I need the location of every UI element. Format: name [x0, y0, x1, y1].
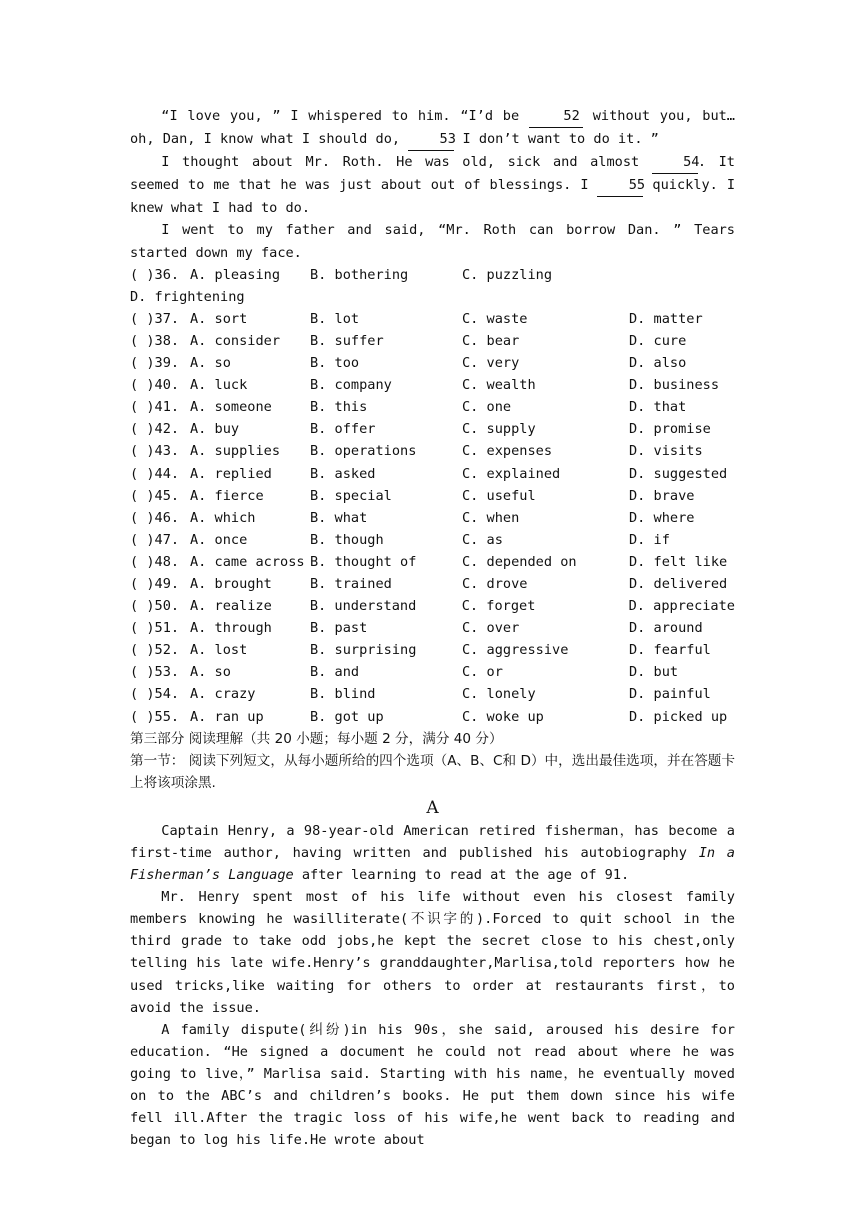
question-number: ( )43.: [130, 443, 180, 460]
question-row: [130, 352, 735, 374]
option-b: B. understand: [309, 598, 417, 615]
paragraph-text: after learning to read at the age of 91.: [293, 867, 630, 884]
question-number: ( )50.: [130, 598, 180, 615]
option-c: C. supply: [462, 421, 536, 438]
question-number: ( )36.: [130, 266, 180, 283]
paragraph-text: . It seemed to me that he was just about out of blessings. I: [130, 154, 735, 194]
option-b: B. though: [310, 531, 384, 548]
passage-label: A: [426, 797, 439, 818]
option-a: A. buy: [190, 421, 240, 438]
question-number: ( )41.: [130, 399, 180, 416]
option-a: A. so: [190, 355, 231, 372]
option-c: C. useful: [462, 487, 536, 504]
option-d: D. around: [629, 620, 703, 637]
question-row: [130, 485, 735, 507]
option-a: A. realize: [189, 598, 272, 615]
paragraph-text: “I love you, ” I whispered to him. “I’d be: [161, 108, 529, 124]
option-a: A. which: [190, 509, 256, 526]
option-b: B. this: [310, 399, 368, 416]
option-c: C. depended on: [462, 553, 577, 570]
option-a: A. supplies: [190, 443, 281, 460]
option-b: B. too: [310, 355, 360, 372]
option-a: A. brought: [190, 575, 272, 592]
question-number: ( )53.: [130, 664, 180, 681]
blank-53: 53: [408, 128, 454, 151]
option-d: D. business: [629, 377, 720, 394]
option-a: A. lost: [190, 642, 248, 659]
option-c: C. expenses: [462, 443, 553, 460]
question-row: [130, 396, 735, 418]
option-b: B. asked: [310, 465, 376, 482]
paragraph-text: Captain Henry, a 98-year-old American retired fisherman，has become a first-time author, having written and published his autobiography: [130, 822, 735, 861]
question-row: [130, 639, 735, 661]
question-row: [130, 551, 735, 573]
paragraph-text: I don’t want to do it. ”: [454, 131, 659, 148]
option-c: C. wealth: [462, 377, 536, 394]
option-b: B. offer: [310, 421, 376, 438]
option-c: C. explained: [462, 465, 561, 482]
option-c: C. forget: [461, 598, 536, 615]
option-c: C. waste: [462, 310, 528, 327]
passage-paragraph: Mr. Henry spent most of his life without even his closest family members knowing he wasilliterate(不识字的).Forced to quit school in the third grade to take odd jobs,he kept the secret close to his chest,only telling his late wife.Henry’s granddaughter,Marlisa,told reporters how he used tricks,like waiting for others to order at restaurants first，to avoid the issue.: [130, 889, 735, 1016]
option-d: D. brave: [629, 487, 695, 504]
option-d: D. visits: [629, 443, 703, 460]
paragraph-text: quickly. I knew what I had to do.: [130, 177, 736, 217]
question-row: [130, 573, 735, 595]
option-d: D. that: [629, 399, 687, 416]
option-d: D. where: [629, 509, 695, 526]
option-a: A. replied: [190, 465, 272, 482]
option-c: C. very: [462, 355, 520, 372]
option-b: B. thought of: [310, 553, 417, 570]
question-number: ( )47.: [130, 531, 180, 548]
paragraph-text: I thought about Mr. Roth. He was old, sick and almost: [161, 154, 652, 171]
option-a: A. sort: [190, 310, 248, 327]
option-b: B. trained: [310, 575, 392, 592]
question-number: ( )40.: [130, 377, 180, 394]
option-d: D. suggested: [629, 465, 728, 482]
option-d: D. fearful: [629, 642, 711, 659]
option-a: A. fierce: [190, 487, 264, 504]
option-b: B. bothering: [310, 266, 409, 283]
question-row: [130, 529, 735, 551]
option-a: A. once: [190, 531, 248, 548]
question-row: [130, 463, 735, 485]
question-number: ( )52.: [130, 642, 180, 659]
option-a: A. consider: [190, 332, 281, 349]
question-row: [130, 617, 735, 639]
option-c: C. lonely: [462, 686, 536, 703]
passage-paragraph: [130, 820, 735, 886]
question-number: ( )45.: [130, 487, 180, 504]
question-number: ( )42.: [130, 421, 180, 438]
option-a: A. came across: [190, 553, 305, 570]
blank-55: 55: [597, 174, 643, 197]
option-a: A. ran up: [190, 708, 264, 725]
option-c: C. when: [462, 509, 520, 526]
option-b: B. company: [310, 377, 392, 394]
question-row: [130, 264, 735, 286]
section-title: 第三部分 阅读理解（共 20 小题；每小题 2 分，满分 40 分）: [130, 730, 503, 747]
option-b: B. suffer: [310, 332, 384, 349]
question-list: [130, 308, 735, 728]
question-number: ( )46.: [130, 509, 180, 526]
document-page: [130, 105, 735, 1151]
option-a: A. someone: [190, 399, 272, 416]
option-c: C. or: [462, 664, 503, 681]
option-a: A. luck: [190, 377, 248, 394]
option-c: C. one: [462, 399, 512, 416]
question-row: [130, 418, 735, 440]
option-d: D. also: [629, 355, 687, 372]
option-c: C. aggressive: [462, 642, 569, 659]
option-b: B. surprising: [310, 642, 417, 659]
question-row: [130, 683, 735, 705]
question-number: ( )49.: [130, 575, 180, 592]
paragraph-text: without you, but…oh, Dan, I know what I should do,: [130, 108, 735, 148]
option-d: D. appreciate: [628, 598, 735, 615]
passage-paragraph: I went to my father and said, “Mr. Roth can borrow Dan. ” Tears started down my face.: [130, 222, 735, 261]
option-b: B. blind: [310, 686, 376, 703]
question-number: ( )54.: [130, 686, 180, 703]
passage-paragraph: A family dispute(纠纷)in his 90s，she said, aroused his desire for education. “He signed a document he could not read about where he was going to live，” Marlisa said. Starting with his name，he eventually moved on to the ABC’s and children’s books. He put them down since his wife fell ill.After the tragic loss of his wife,he went back to reading and began to log his life.He wrote about: [130, 1021, 735, 1149]
question-row: [130, 507, 735, 529]
question-number: ( )44.: [130, 465, 180, 482]
option-a: A. through: [190, 620, 272, 637]
question-row: [130, 595, 735, 617]
question-row: [130, 440, 735, 462]
question-row: [130, 706, 735, 728]
question-row: [130, 330, 735, 352]
question-row-continued: [130, 286, 735, 308]
question-number: ( )39.: [130, 355, 180, 372]
option-d: D. cure: [629, 332, 687, 349]
question-row: [130, 374, 735, 396]
question-number: ( )37.: [130, 310, 180, 327]
option-b: B. what: [310, 509, 368, 526]
option-c: C. bear: [462, 332, 520, 349]
option-d: D. painful: [629, 686, 711, 703]
option-d: D. promise: [629, 421, 711, 438]
question-row: [130, 308, 735, 330]
option-d: D. delivered: [629, 575, 728, 592]
option-d: D. felt like: [629, 553, 728, 570]
option-d: D. frightening: [130, 288, 245, 305]
option-d: D. matter: [629, 310, 703, 327]
question-number: ( )38.: [130, 332, 180, 349]
passage-paragraph: [130, 151, 735, 219]
question-number: ( )51.: [130, 620, 180, 637]
option-c: C. drove: [462, 575, 528, 592]
question-number: ( )55.: [130, 708, 180, 725]
option-b: B. special: [310, 487, 392, 504]
blank-54: 54: [652, 151, 698, 174]
option-d: D. picked up: [629, 708, 728, 725]
option-b: B. lot: [310, 310, 360, 327]
option-b: B. got up: [310, 708, 384, 725]
option-c: C. puzzling: [462, 266, 553, 283]
option-c: C. as: [462, 531, 503, 548]
option-b: B. and: [310, 664, 360, 681]
option-d: D. if: [629, 531, 670, 548]
option-c: C. over: [462, 620, 520, 637]
book-title: In a Fisherman’s Language: [130, 845, 735, 884]
question-row: [130, 661, 735, 683]
question-number: ( )48.: [130, 553, 180, 570]
option-b: B. past: [310, 620, 368, 637]
section-instructions: 第一节： 阅读下列短文，从每小题所给的四个选项（A、B、C和 D）中，选出最佳选项，并在答题卡上将该项涂黑.: [130, 752, 735, 791]
option-b: B. operations: [310, 443, 417, 460]
option-a: A. so: [190, 664, 231, 681]
option-d: D. but: [629, 664, 679, 681]
passage-paragraph: [130, 105, 735, 151]
option-a: A. crazy: [190, 686, 256, 703]
blank-52: 52: [529, 105, 583, 128]
option-c: C. woke up: [462, 708, 544, 725]
option-a: A. pleasing: [190, 266, 281, 283]
